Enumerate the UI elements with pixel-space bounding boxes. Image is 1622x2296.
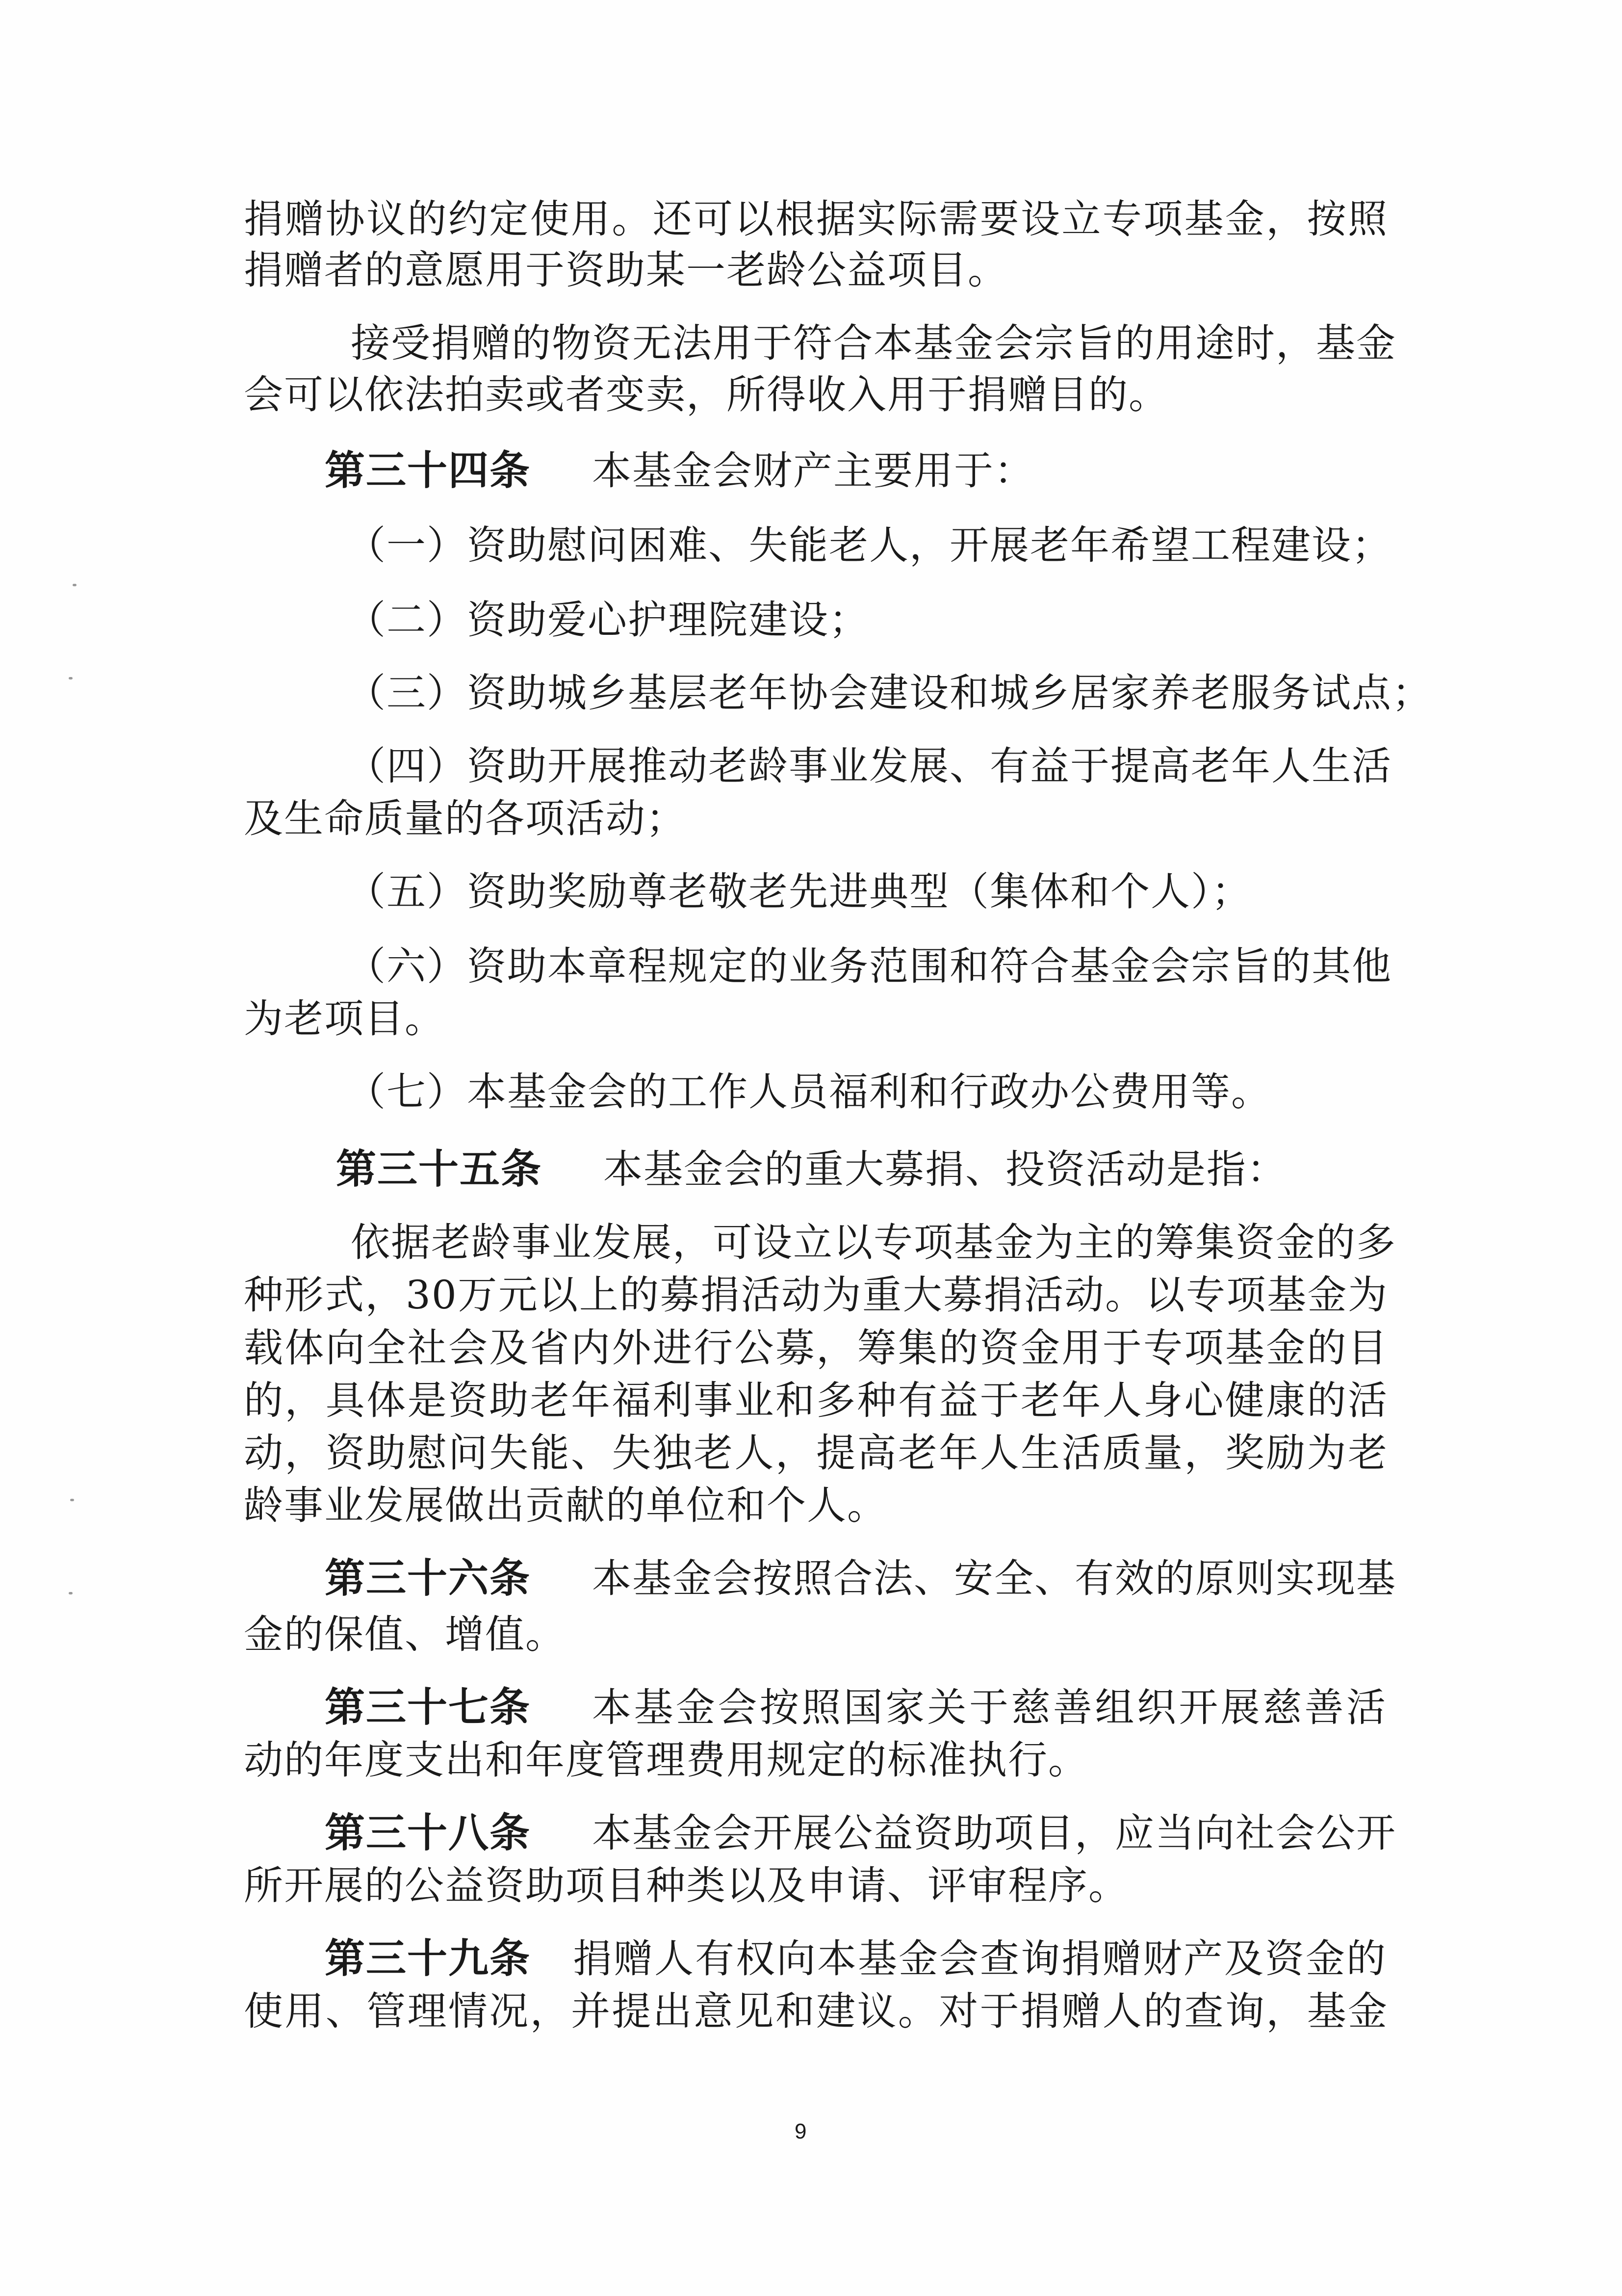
body-line: 的，具体是资助老年福利事业和多种有益于老年人身心健康的活 bbox=[244, 1378, 1388, 1423]
body-line: 捐赠者的意愿用于资助某一老龄公益项目。 bbox=[244, 247, 1008, 293]
scan-speck bbox=[69, 677, 73, 679]
list-item: （三）资助城乡基层老年协会建设和城乡居家养老服务试点； bbox=[346, 670, 1432, 716]
list-item: （二）资助爱心护理院建设； bbox=[346, 597, 869, 643]
article-38 bbox=[325, 1806, 1396, 1860]
body-line: 依据老龄事业发展，可设立以专项基金为主的筹集资金的多 bbox=[351, 1220, 1396, 1265]
article-39 bbox=[325, 1932, 1388, 1986]
article-text: 本基金会的重大募捐、投资活动是指： bbox=[603, 1147, 1287, 1192]
article-text: 本基金会财产主要用于： bbox=[592, 448, 1034, 494]
article-text: 捐赠人有权向本基金会查询捐赠财产及资金的 bbox=[573, 1936, 1387, 1982]
body-line: 载体向全社会及省内外进行公募，筹集的资金用于专项基金的目 bbox=[244, 1325, 1388, 1371]
list-item: （五）资助奖励尊老敬老先进典型（集体和个人）； bbox=[346, 869, 1252, 914]
body-line: 使用、管理情况，并提出意见和建议。对于捐赠人的查询，基金 bbox=[244, 1988, 1388, 2034]
body-line: 动，资助慰问失能、失独老人，提高老年人生活质量，奖励为老 bbox=[244, 1430, 1388, 1476]
body-line: 动的年度支出和年度管理费用规定的标准执行。 bbox=[244, 1737, 1088, 1783]
article-label: 第三十六条 bbox=[325, 1555, 531, 1602]
article-label: 第三十八条 bbox=[325, 1810, 531, 1856]
scan-speck bbox=[70, 1499, 74, 1501]
scan-speck bbox=[69, 1592, 73, 1594]
article-36 bbox=[325, 1552, 1396, 1606]
list-item: （一）资助慰问困难、失能老人，开展老年希望工程建设； bbox=[346, 522, 1392, 568]
article-34 bbox=[325, 444, 1388, 498]
article-label: 第三十七条 bbox=[325, 1684, 531, 1731]
article-label: 第三十五条 bbox=[336, 1146, 542, 1193]
article-text: 本基金会按照合法、安全、有效的原则实现基 bbox=[592, 1556, 1396, 1601]
body-line: 种形式，30万元以上的募捐活动为重大募捐活动。以专项基金为 bbox=[244, 1272, 1388, 1318]
article-text: 本基金会开展公益资助项目，应当向社会公开 bbox=[592, 1810, 1396, 1856]
article-label: 第三十四条 bbox=[325, 447, 531, 494]
list-item: （四）资助开展推动老龄事业发展、有益于提高老年人生活 bbox=[346, 743, 1392, 789]
body-line: 接受捐赠的物资无法用于符合本基金会宗旨的用途时，基金 bbox=[351, 320, 1396, 366]
body-line: 所开展的公益资助项目种类以及申请、评审程序。 bbox=[244, 1863, 1129, 1908]
article-35 bbox=[336, 1143, 1399, 1197]
body-line: 龄事业发展做出贡献的单位和个人。 bbox=[244, 1483, 887, 1528]
article-text: 本基金会按照国家关于慈善组织开展慈善活 bbox=[592, 1685, 1387, 1730]
list-item-cont: 为老项目。 bbox=[244, 996, 445, 1042]
list-item: （七）本基金会的工作人员福利和行政办公费用等。 bbox=[346, 1069, 1271, 1115]
page-number: 9 bbox=[795, 2119, 807, 2143]
scan-speck bbox=[73, 584, 77, 586]
article-37 bbox=[325, 1681, 1388, 1735]
body-line: 捐赠协议的约定使用。还可以根据实际需要设立专项基金，按照 bbox=[244, 196, 1388, 242]
body-line: 会可以依法拍卖或者变卖，所得收入用于捐赠目的。 bbox=[244, 372, 1169, 417]
body-line: 金的保值、增值。 bbox=[244, 1612, 566, 1657]
list-item: （六）资助本章程规定的业务范围和符合基金会宗旨的其他 bbox=[346, 943, 1392, 989]
article-label: 第三十九条 bbox=[325, 1935, 531, 1982]
list-item-cont: 及生命质量的各项活动； bbox=[244, 796, 686, 841]
